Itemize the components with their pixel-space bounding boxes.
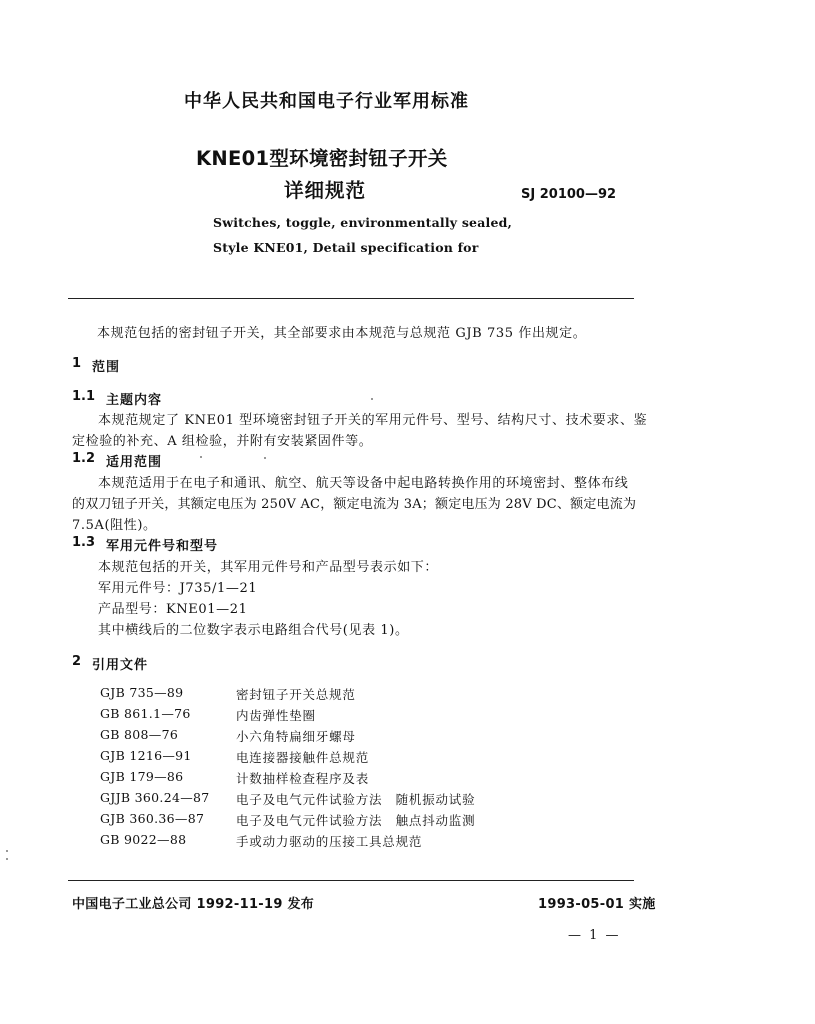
scan-speck: [264, 457, 266, 459]
military-part-number: 军用元件号：J735/1—21: [98, 581, 258, 596]
issue-date: 中国电子工业总公司 1992-11-19 发布: [72, 897, 315, 912]
section-1-1-title: 主题内容: [106, 393, 163, 408]
list-item: [0, 769, 815, 789]
section-1-3-text-line4: 其中横线后的二位数字表示电路组合代号(见表 1)。: [98, 623, 409, 638]
reference-title: 电连接器接触件总规范: [236, 750, 370, 765]
reference-title: 内齿弹性垫圈: [236, 708, 316, 723]
section-1-3-title: 军用元件号和型号: [106, 539, 219, 554]
reference-code: GJB 1216—91: [100, 748, 192, 763]
section-1-2-text-line1: 本规范适用于在电子和通讯、航空、航天等设备中起电路转换作用的环境密封、整体布线: [98, 476, 629, 491]
product-model-number: 产品型号：KNE01—21: [98, 602, 248, 617]
reference-code: GJB 360.36—87: [100, 811, 205, 826]
list-item: [0, 685, 815, 705]
footer-divider: [68, 880, 634, 881]
section-1-1-number: 1.1: [72, 389, 96, 404]
list-item: [0, 727, 815, 747]
english-title-line1: Switches, toggle, environmentally sealed,: [213, 215, 513, 230]
section-1-title: 范围: [92, 360, 121, 375]
reference-title: 电子及电气元件试验方法 触点抖动监测: [236, 813, 476, 828]
issuing-standard-heading: 中华人民共和国电子行业军用标准: [184, 91, 469, 112]
section-1-2-number: 1.2: [72, 451, 96, 466]
document-title: KNE01型环境密封钮子开关: [196, 147, 448, 170]
reference-title: 小六角特扁细牙螺母: [236, 729, 356, 744]
page-number: — 1 —: [568, 928, 621, 943]
effective-date: 1993-05-01 实施: [538, 897, 656, 912]
section-1-3-text-line1: 本规范包括的开关，其军用元件号和产品型号表示如下：: [98, 560, 439, 575]
section-2-title: 引用文件: [92, 658, 149, 673]
standard-number: SJ 20100—92: [521, 187, 617, 202]
scan-speck: [200, 456, 202, 458]
list-item: [0, 748, 815, 768]
reference-title: 电子及电气元件试验方法 随机振动试验: [236, 792, 476, 807]
section-1-2-title: 适用范围: [106, 455, 163, 470]
section-1-1-text-line1: 本规范规定了 KNE01 型环境密封钮子开关的军用元件号、型号、结构尺寸、技术要求、鉴: [98, 413, 648, 428]
list-item: [0, 790, 815, 810]
reference-title: 计数抽样检查程序及表: [236, 771, 370, 786]
english-title-line2: Style KNE01, Detail specification for: [213, 240, 479, 255]
reference-code: GJB 179—86: [100, 769, 184, 784]
reference-code: GB 9022—88: [100, 832, 187, 847]
scan-speck: [371, 398, 373, 400]
section-1-2-text-line3: 7.5A(阻性)。: [72, 518, 157, 533]
reference-code: GB 808—76: [100, 727, 179, 742]
list-item: [0, 811, 815, 831]
list-item: [0, 706, 815, 726]
reference-code: GJJB 360.24—87: [100, 790, 210, 805]
section-1-2-text-line2: 的双刀钮子开关，其额定电压为 250V AC，额定电流为 3A；额定电压为 28V DC、额定电流为: [72, 497, 637, 512]
scan-speck: [6, 850, 8, 852]
intro-paragraph: 本规范包括的密封钮子开关，其全部要求由本规范与总规范 GJB 735 作出规定。: [97, 326, 587, 341]
section-1-number: 1: [72, 356, 82, 371]
section-2-number: 2: [72, 654, 82, 669]
scan-speck: [6, 858, 8, 860]
header-divider: [68, 298, 634, 299]
reference-code: GJB 735—89: [100, 685, 184, 700]
reference-title: 手或动力驱动的压接工具总规范: [236, 834, 423, 849]
section-1-3-number: 1.3: [72, 535, 96, 550]
reference-title: 密封钮子开关总规范: [236, 687, 356, 702]
list-item: [0, 832, 815, 852]
document-subtitle: 详细规范: [284, 179, 367, 202]
reference-code: GB 861.1—76: [100, 706, 191, 721]
section-1-1-text-line2: 定检验的补充、A 组检验，并附有安装紧固件等。: [72, 434, 373, 449]
